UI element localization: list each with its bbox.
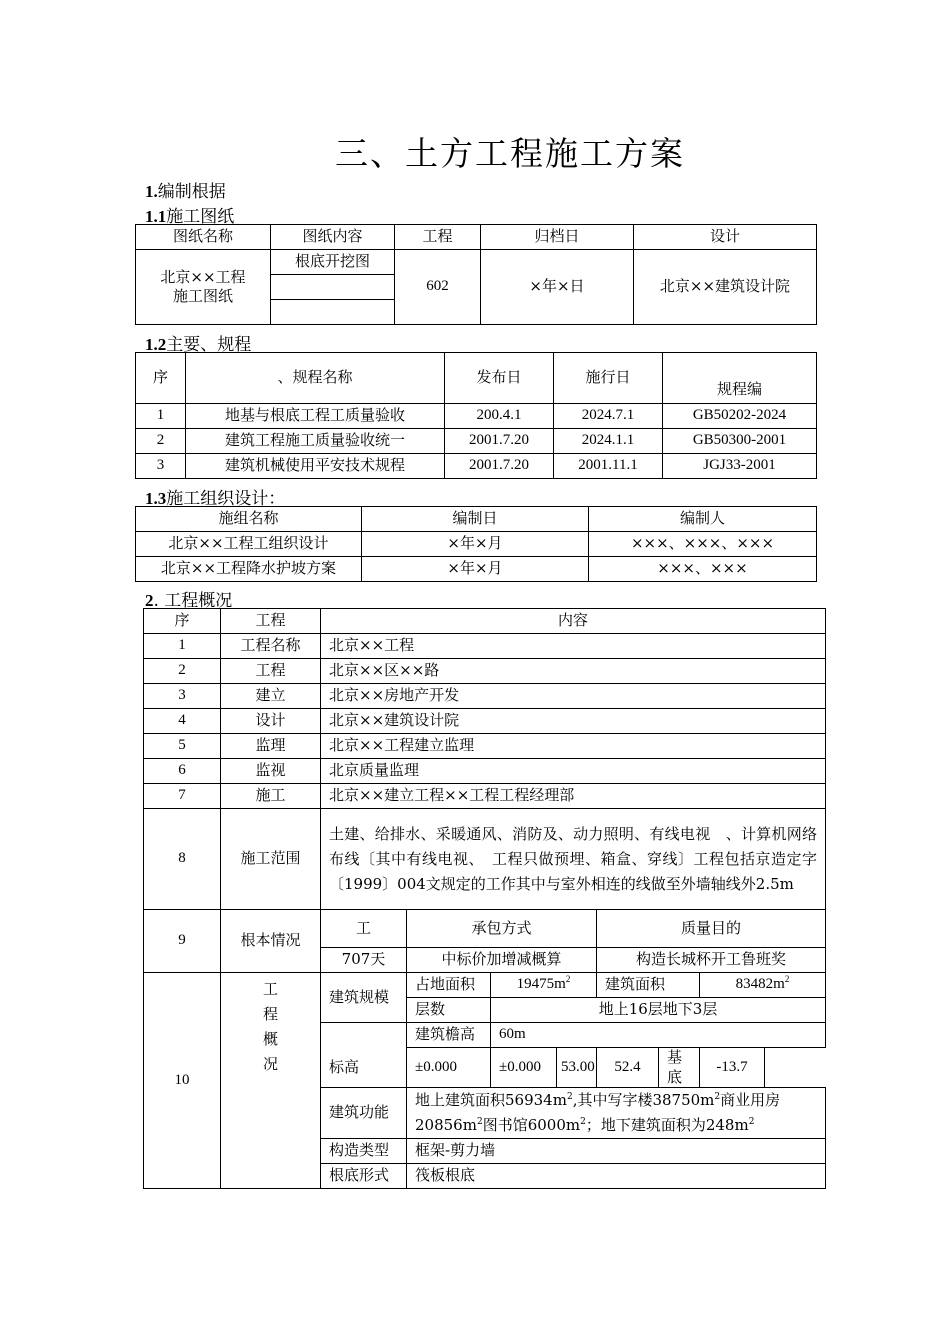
table-header: 归档日 — [481, 225, 634, 250]
elevation-value: 53.00 — [557, 1048, 597, 1088]
row-no: 6 — [144, 759, 221, 784]
sub-header: 质量目的 — [597, 910, 826, 948]
code-no: 1 — [136, 404, 186, 429]
empty-cell — [271, 275, 395, 300]
table-row — [136, 429, 817, 454]
table-row — [144, 973, 826, 998]
structure-value: 框架-剪力墙 — [407, 1139, 826, 1164]
code-effective: 2024.1.1 — [554, 429, 663, 454]
code-published: 2001.7.20 — [445, 454, 554, 479]
sub-header: 工 — [321, 910, 407, 948]
contract-mode-value: 中标价加增减概算 — [407, 948, 597, 973]
scale-label: 建筑规模 — [321, 973, 407, 1023]
sub-header: 承包方式 — [407, 910, 597, 948]
heading-org-design: 1.3施工组织设计： — [145, 489, 286, 509]
table-header: 图纸内容 — [271, 225, 395, 250]
row-no: 9 — [144, 910, 221, 973]
drawing-designer: 北京××建筑设计院 — [634, 250, 817, 325]
table-row — [144, 659, 826, 684]
row-item: 监视 — [221, 759, 321, 784]
overview-table — [143, 608, 826, 1189]
table-row — [144, 784, 826, 809]
row-content: 北京××房地产开发 — [321, 684, 826, 709]
table-header: 发布日 — [445, 353, 554, 404]
eave-height-label: 建筑檐高 — [407, 1023, 491, 1048]
code-no: 3 — [136, 454, 186, 479]
foundation-label: 根底形式 — [321, 1164, 407, 1189]
row-content: 北京质量监理 — [321, 759, 826, 784]
code-number: GB50300-2001 — [663, 429, 817, 454]
org-design-table — [135, 506, 817, 582]
table-row — [144, 709, 826, 734]
drawing-name: 北京××工程 施工图纸 — [136, 250, 271, 325]
table-header: 序 — [136, 353, 186, 404]
row-item: 建立 — [221, 684, 321, 709]
row-no: 7 — [144, 784, 221, 809]
table-row — [144, 809, 826, 910]
code-number: JGJ33-2001 — [663, 454, 817, 479]
table-header: 施行日 — [554, 353, 663, 404]
table-header: 图纸名称 — [136, 225, 271, 250]
row-no: 10 — [144, 973, 221, 1189]
table-header: 施组名称 — [136, 507, 362, 532]
code-published: 200.4.1 — [445, 404, 554, 429]
org-date: ×年×月 — [362, 532, 589, 557]
table-header: 编制人 — [589, 507, 817, 532]
elevation-value: ±0.000 — [491, 1048, 557, 1088]
quality-goal-value: 构造长城杯开工鲁班奖 — [597, 948, 826, 973]
page-title: 三、土方工程施工方案 — [335, 134, 685, 173]
row-item: 工程 — [221, 659, 321, 684]
empty-cell — [321, 1023, 407, 1048]
row-no: 2 — [144, 659, 221, 684]
table-header: 工程 — [395, 225, 481, 250]
table-header: 内容 — [321, 609, 826, 634]
row-no: 8 — [144, 809, 221, 910]
elevation-value: ±0.000 — [407, 1048, 491, 1088]
row-item: 工程名称 — [221, 634, 321, 659]
elevation-label: 标高 — [321, 1048, 407, 1088]
row-content: 北京××工程建立监理 — [321, 734, 826, 759]
table-header: 序 — [144, 609, 221, 634]
table-header: 工程 — [221, 609, 321, 634]
row-content: 土建、给排水、采暖通风、消防及、动力照明、有线电视 、计算机网络布线〔其中有线电视、 工程只做预埋、箱盒、穿线〕工程包括京造定字〔1999〕004文规定的工作其中与室外相连的线做至外墙轴线外2.5m — [321, 809, 826, 910]
building-area-label: 建筑面积 — [597, 973, 700, 998]
row-content: 北京××建立工程××工程工程经理部 — [321, 784, 826, 809]
table-row — [136, 454, 817, 479]
code-effective: 2001.11.1 — [554, 454, 663, 479]
building-area-value: $83482m^2$ — [700, 973, 826, 998]
table-row — [136, 532, 817, 557]
row-no: 5 — [144, 734, 221, 759]
duration-value: 707天 — [321, 948, 407, 973]
code-name: 建筑机械使用平安技术规程 — [186, 454, 445, 479]
row-no: 4 — [144, 709, 221, 734]
heading-overview: 2. 工程概况 — [145, 591, 233, 611]
row-content: 北京××建筑设计院 — [321, 709, 826, 734]
table-row — [144, 759, 826, 784]
land-area-value: $19475m^2$ — [491, 973, 597, 998]
table-header: 规程编 — [663, 353, 817, 404]
org-author: ×××、×××、××× — [589, 532, 817, 557]
elevation-value: 52.4 — [597, 1048, 659, 1088]
foundation-value: 筏板根底 — [407, 1164, 826, 1189]
empty-cell — [271, 300, 395, 325]
row-item: 施工 — [221, 784, 321, 809]
heading-basis: 1.编制根据 — [145, 182, 226, 202]
code-effective: 2024.7.1 — [554, 404, 663, 429]
codes-table — [135, 352, 817, 479]
code-name: 建筑工程施工质量验收统一 — [186, 429, 445, 454]
code-published: 2001.7.20 — [445, 429, 554, 454]
drawings-table — [135, 224, 817, 325]
base-label: 基底 — [659, 1048, 700, 1088]
code-name: 地基与根底工程工质量验收 — [186, 404, 445, 429]
heading-codes: 1.2主要、规程 — [145, 335, 252, 355]
floors-value: 地上16层地下3层 — [491, 998, 826, 1023]
function-value: 地上建筑面积$56934m^2$,其中写字楼$38750m^2$商业用房$20856m^2$图书馆$6000m^2$；地下建筑面积为$248m^2$ — [407, 1088, 826, 1139]
table-header: 、规程名称 — [186, 353, 445, 404]
structure-label: 构造类型 — [321, 1139, 407, 1164]
row-item: 设计 — [221, 709, 321, 734]
table-row — [144, 910, 826, 948]
function-label: 建筑功能 — [321, 1088, 407, 1139]
code-no: 2 — [136, 429, 186, 454]
org-date: ×年×月 — [362, 557, 589, 582]
eave-height-value: 60m — [491, 1023, 826, 1048]
drawing-content: 根底开挖图 — [271, 250, 395, 275]
table-row — [136, 404, 817, 429]
drawing-project: 602 — [395, 250, 481, 325]
row-content: 北京××工程 — [321, 634, 826, 659]
row-no: 1 — [144, 634, 221, 659]
row-item-vertical: 工 程 概 况 — [221, 973, 321, 1189]
table-header: 设计 — [634, 225, 817, 250]
row-content: 北京××区××路 — [321, 659, 826, 684]
row-item: 监理 — [221, 734, 321, 759]
base-value: -13.7 — [700, 1048, 765, 1088]
table-row — [144, 684, 826, 709]
org-name: 北京××工程工组织设计 — [136, 532, 362, 557]
land-area-label: 占地面积 — [407, 973, 491, 998]
drawing-date: ×年×日 — [481, 250, 634, 325]
row-item: 施工范围 — [221, 809, 321, 910]
org-name: 北京××工程降水护坡方案 — [136, 557, 362, 582]
table-row — [144, 634, 826, 659]
floors-label: 层数 — [407, 998, 491, 1023]
row-no: 3 — [144, 684, 221, 709]
table-row — [136, 557, 817, 582]
table-header: 编制日 — [362, 507, 589, 532]
heading-drawings: 1.1施工图纸 — [145, 207, 235, 227]
row-item: 根本情况 — [221, 910, 321, 973]
table-row — [144, 734, 826, 759]
org-author: ×××、××× — [589, 557, 817, 582]
code-number: GB50202-2024 — [663, 404, 817, 429]
